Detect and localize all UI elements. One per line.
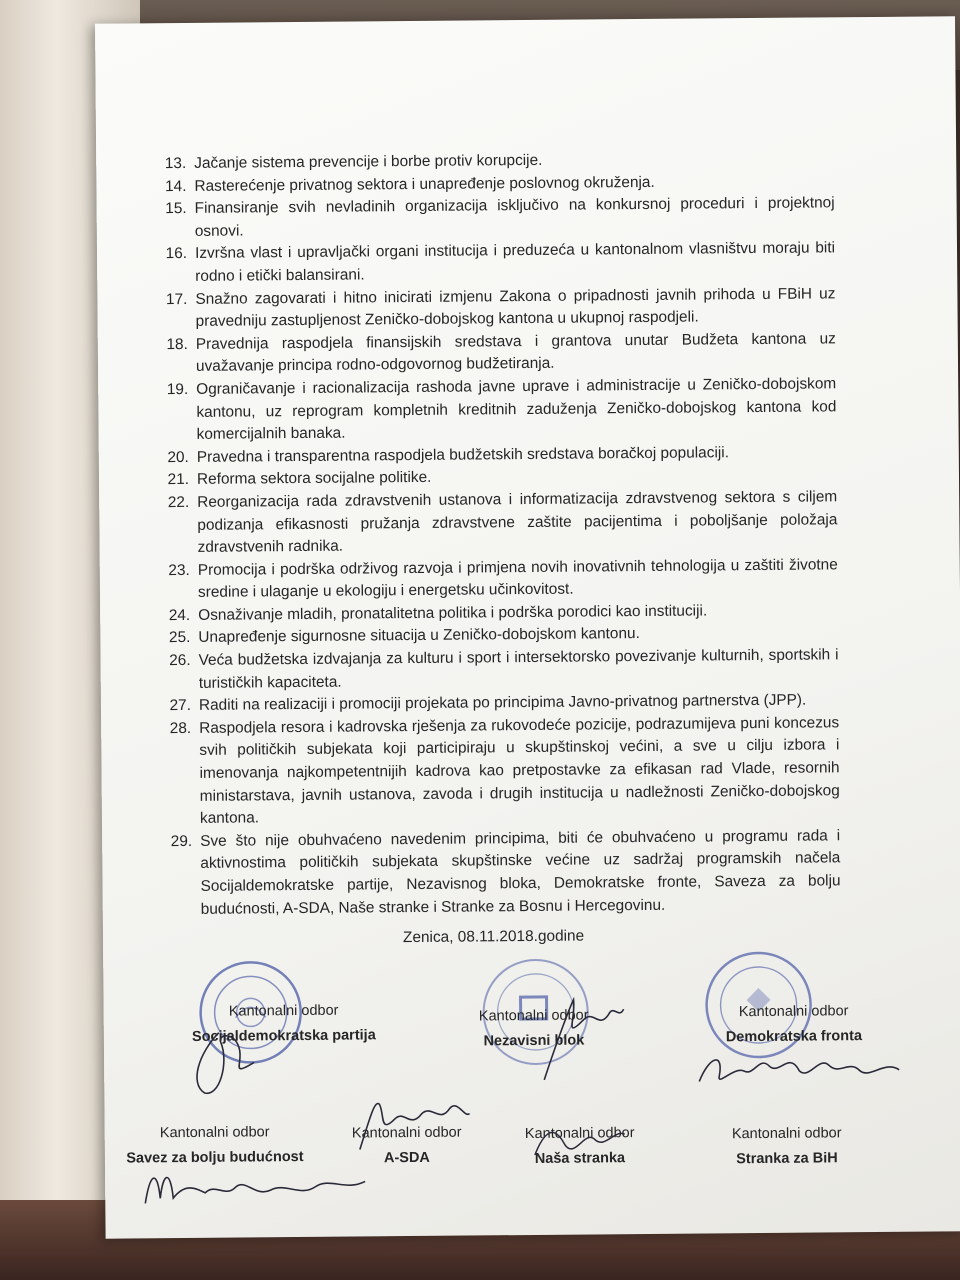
item-number: 13. bbox=[164, 154, 187, 173]
party-name: Stranka za BiH bbox=[736, 1150, 838, 1168]
committee-label: Kantonalni odbor bbox=[524, 1125, 635, 1143]
signature-a-sda-icon bbox=[349, 1088, 480, 1159]
item-number: 14. bbox=[164, 177, 187, 195]
list-item bbox=[145, 238, 835, 289]
item-text: Finansiranje svih nevladinih organizacija isključivo na konkursnoj proceduri i projektnoj osnovi. bbox=[194, 194, 835, 240]
party-name: Savez za bolju budućnost bbox=[126, 1148, 304, 1167]
item-number: 23. bbox=[168, 561, 190, 579]
list-item bbox=[148, 644, 838, 695]
item-text: Jačanje sistema prevencije i borbe protiv korupcije. bbox=[194, 151, 543, 172]
signature-sbb-icon bbox=[135, 1151, 386, 1213]
party-name: Socijaldemokratska partija bbox=[191, 1027, 376, 1045]
committee-label: Kantonalni odbor bbox=[228, 1002, 339, 1020]
party-name: Nezavisni blok bbox=[483, 1032, 585, 1050]
party-name: Naša stranka bbox=[534, 1150, 626, 1167]
item-number: 26. bbox=[169, 652, 191, 670]
item-number: 18. bbox=[166, 335, 188, 353]
list-item bbox=[146, 373, 837, 447]
list-item bbox=[145, 283, 835, 334]
item-text: Rasterećenje privatnog sektora i unapređenje poslovnog okruženja. bbox=[194, 173, 655, 195]
signature-df-icon bbox=[689, 1035, 920, 1097]
item-number: 21. bbox=[167, 471, 190, 489]
item-number: 19. bbox=[166, 380, 189, 399]
item-text: Snažno zagovarati i hitno inicirati izmjenu Zakona o pripadnosti javnih prihoda u FBiH uz pravedniju zastupljenost Zeničko-dobojskog kantona u ukupnoj raspodjeli. bbox=[195, 284, 836, 331]
item-text: Unapređenje sigurnosne situacija u Zeničko-dobojskom kantonu. bbox=[198, 625, 640, 647]
item-text: Reforma sektora socijalne politike. bbox=[196, 469, 432, 489]
document-page bbox=[95, 16, 960, 1238]
list-item bbox=[147, 486, 838, 560]
item-number: 28. bbox=[169, 719, 192, 737]
list-item bbox=[148, 554, 838, 605]
party-name: A-SDA bbox=[383, 1149, 430, 1167]
item-text: Izvršna vlast i upravljački organi institucija i preduzeća u kantonalnom vlasništvu moraju biti rodno i etički balansirani. bbox=[194, 239, 836, 285]
item-number: 27. bbox=[169, 697, 192, 715]
item-number: 16. bbox=[165, 245, 188, 263]
item-number: 17. bbox=[165, 290, 188, 308]
item-text: Raditi na realizaciji i promociji projekata po principima Javno-privatnog partnerstva (JPP). bbox=[198, 691, 807, 715]
signature-nasa-stranka-icon bbox=[525, 1109, 636, 1170]
list-item bbox=[150, 825, 841, 921]
item-number: 22. bbox=[167, 493, 190, 512]
item-number: 15. bbox=[165, 200, 187, 218]
item-text: Promocija i podrška održivog razvoja i primjena novih inovativnih tehnologija u zaštiti životne sredine i ulaganje u ekologiju i energetsku učinkovitost. bbox=[197, 555, 838, 602]
principles-list bbox=[144, 147, 841, 921]
committee-label: Kantonalni odbor bbox=[351, 1124, 462, 1142]
date-line: Zenica, 08.11.2018.godine bbox=[402, 927, 585, 947]
signatory-sbih bbox=[677, 1121, 897, 1173]
item-number: 20. bbox=[167, 448, 189, 466]
signature-nezavisni-blok-icon bbox=[523, 989, 634, 1090]
committee-label: Kantonalni odbor bbox=[738, 1003, 849, 1021]
committee-label: Kantonalni odbor bbox=[159, 1124, 270, 1142]
item-text: Osnaživanje mladih, pronatalitetna politika i podrška porodici kao instituciji. bbox=[198, 602, 708, 624]
item-text: Sve što nije obuhvaćeno navedenim principima, biti će obuhvaćeno u programu rada i aktivnostima političkih subjekata skupštinske većine uz sadržaj programskih načela Socijaldemokratske partije, Nezavisnog bloka, Demokratske fronte, Saveza za bolju budućnosti, A-SDA, Naše stranke i Stranke za Bosnu i Hercegovinu. bbox=[200, 827, 841, 918]
list-item bbox=[145, 192, 835, 243]
list-item bbox=[149, 712, 840, 831]
item-number: 24. bbox=[168, 606, 191, 625]
item-number: 29. bbox=[170, 832, 193, 850]
item-text: Reorganizacija rada zdravstvenih ustanova i informatizacija zdravstvenog sektora s ciljem podizanja efikasnosti pružanja zdravstvene zaštite pacijentima i poboljšanje položaja zdravstvenih radnika. bbox=[197, 488, 838, 556]
item-number: 25. bbox=[168, 629, 191, 647]
item-text: Ograničavanje i racionalizacija rashoda javne uprave i administracije u Zeničko-dobojskom kantonu, uz reprogram kompletnih kreditnih zaduženja Zeničko-dobojskog kantona kod komercijalnih banaka. bbox=[196, 375, 837, 444]
committee-label: Kantonalni odbor bbox=[731, 1125, 842, 1143]
committee-label: Kantonalni odbor bbox=[478, 1007, 589, 1025]
item-text: Raspodjela resora i kadrovska rješenja za rukovodeće pozicije, podrazumijeva puni koncezus svih političkih subjekata koji participiraju u skupštinskoj većini, a sve u cilju izbora i imenovanja najkompetentnijih kadrova kao pretpostavke za efikasan rad Vlade, resornih ministarstava, javnih ustanova, zavoda i drugih institucija u nadležnosti Zeničko-dobojskog kantona. bbox=[199, 714, 840, 828]
item-text: Veća budžetska izdvajanja za kulturu i sport i intersektorsko povezivanje kulturnih, sportskih i turističkih kapaciteta. bbox=[198, 646, 839, 692]
item-text: Pravednija raspodjela finansijskih sredstava i grantova unutar Budžeta kantona uz uvažavanje principa rodno-odgovornog budžetiranja. bbox=[195, 330, 836, 376]
signature-sdp-icon bbox=[159, 1022, 310, 1103]
party-name: Demokratska fronta bbox=[725, 1028, 863, 1046]
item-text: Pravedna i transparentna raspodjela budžetskih sredstava boračkoj populaciji. bbox=[196, 443, 730, 466]
list-item bbox=[146, 328, 836, 379]
